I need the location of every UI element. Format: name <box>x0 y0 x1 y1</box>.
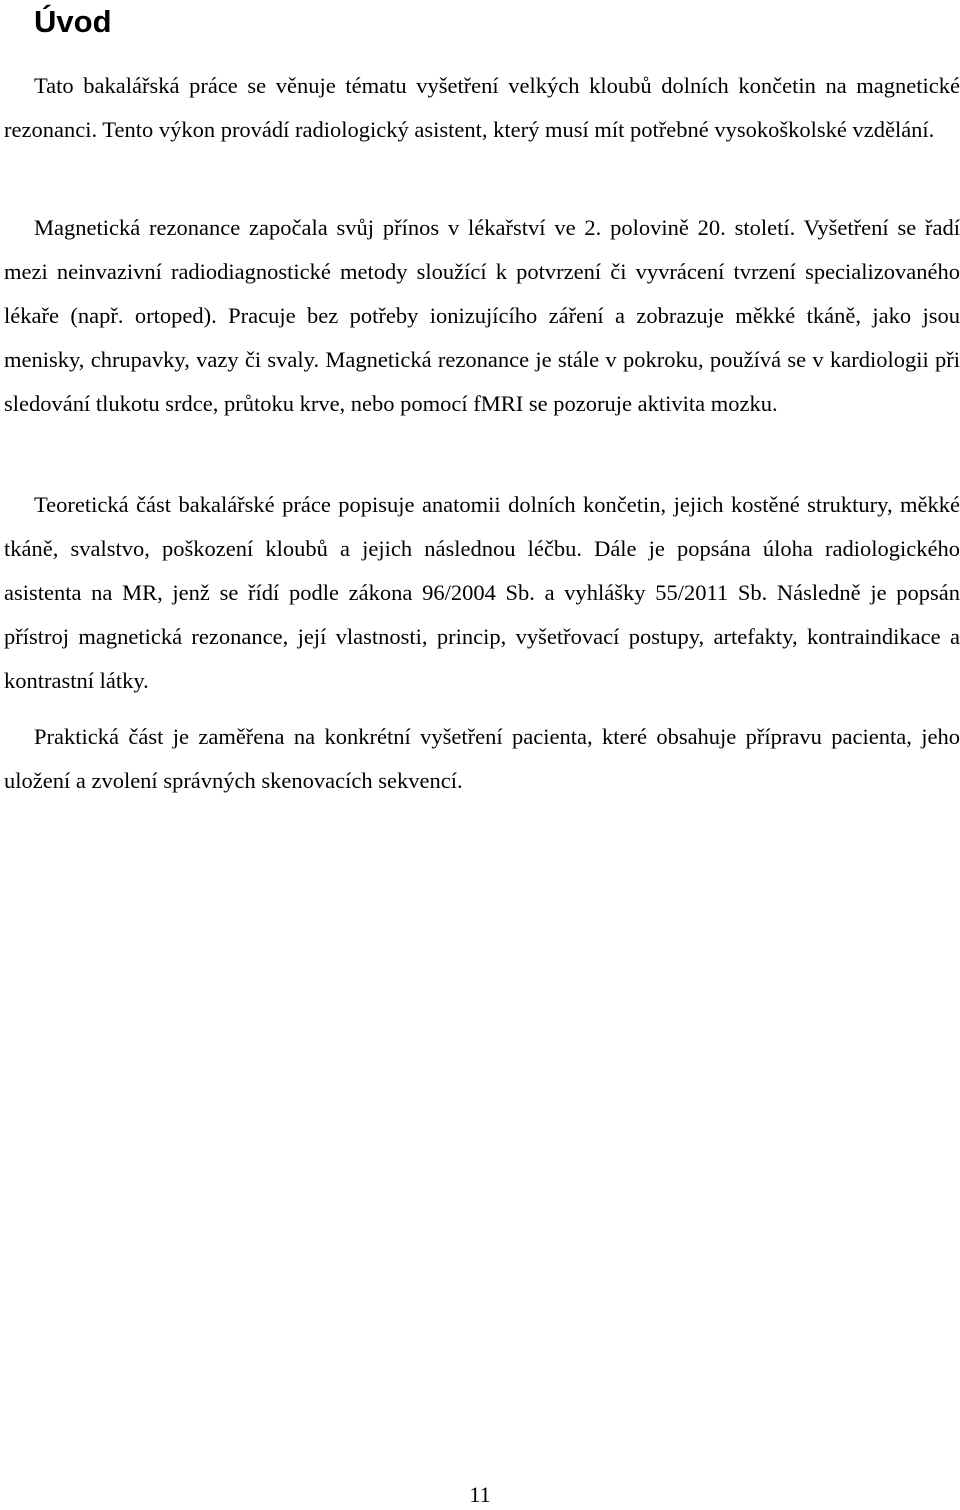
page-title: Úvod <box>34 4 112 39</box>
paragraph-mri-history: Magnetická rezonance započala svůj přínos v lékařství ve 2. polovině 20. století. Vyšetření se řadí mezi neinvazivní radiodiagnostické metody sloužící k potvrzení či vyvrácení tvrzení specializovaného lékaře (např. ortoped). Pracuje bez potřeby ionizujícího záření a zobrazuje měkké tkáně, jako jsou menisky, chrupavky, vazy či svaly. Magnetická rezonance je stále v pokroku, používá se v kardiologii při sledování tlukotu srdce, průtoku krve, nebo pomocí fMRI se pozoruje aktivita mozku. <box>4 215 960 416</box>
paragraph-practical-part: Praktická část je zaměřena na konkrétní vyšetření pacienta, které obsahuje přípravu pacienta, jeho uložení a zvolení správných skenovacích sekvencí. <box>4 724 960 793</box>
paragraph-intro: Tato bakalářská práce se věnuje tématu vyšetření velkých kloubů dolních končetin na magnetické rezonanci. Tento výkon provádí radiologický asistent, který musí mít potřebné vysokoškolské vzdělání. <box>4 73 960 142</box>
page-number: 11 <box>469 1482 491 1507</box>
paragraph-theoretical-part: Teoretická část bakalářské práce popisuje anatomii dolních končetin, jejich kostěné struktury, měkké tkáně, svalstvo, poškození kloubů a jejich následnou léčbu. Dále je popsána úloha radiologického asistenta na MR, jenž se řídí podle zákona 96/2004 Sb. a vyhlášky 55/2011 Sb. Následně je popsán přístroj magnetická rezonance, její vlastnosti, princip, vyšetřovací postupy, artefakty, kontraindikace a kontrastní látky. <box>4 492 960 693</box>
